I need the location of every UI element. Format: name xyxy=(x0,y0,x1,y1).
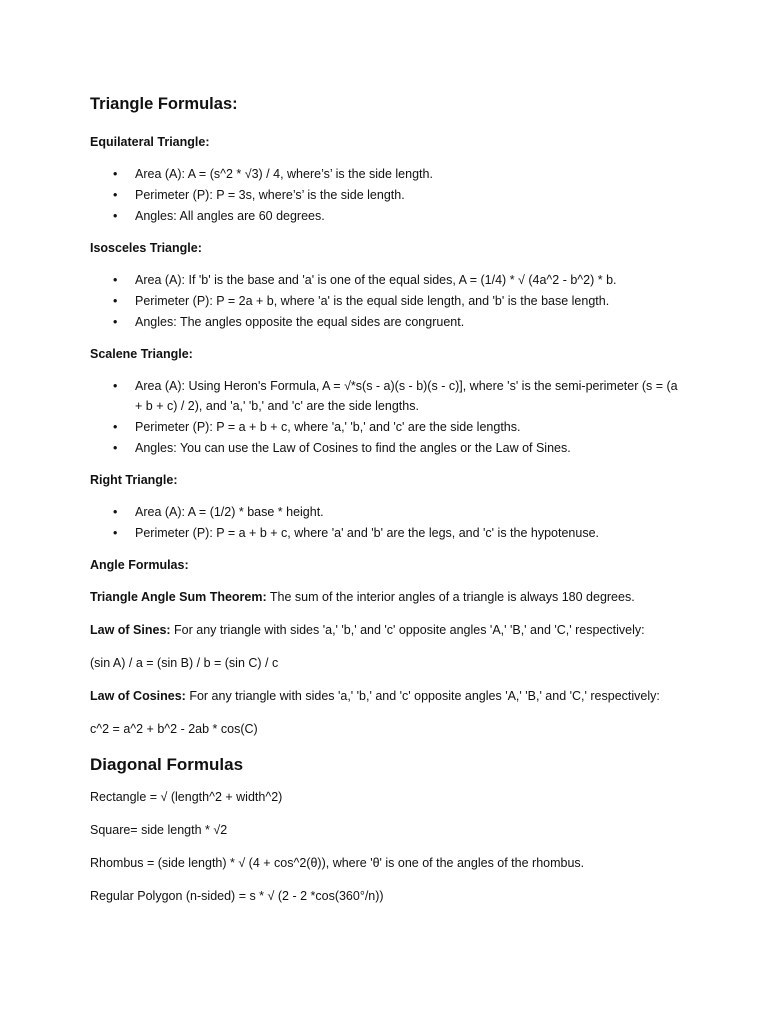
law-of-cosines-label: Law of Cosines: xyxy=(90,689,186,703)
list-item xyxy=(113,185,678,205)
regular-polygon-formula: Regular Polygon (n-sided) = s * √ (2 - 2 *cos(360°/n)) xyxy=(90,889,384,903)
law-of-cosines-paragraph xyxy=(90,686,678,706)
angle-sum-label: Triangle Angle Sum Theorem: xyxy=(90,590,267,604)
isosceles-heading: Isosceles Triangle: xyxy=(90,241,202,255)
list-item xyxy=(113,523,678,543)
bullet-icon: • xyxy=(113,294,118,308)
isosceles-list xyxy=(90,270,678,332)
list-item xyxy=(113,502,678,522)
square-formula: Square= side length * √2 xyxy=(90,823,228,837)
list-item-text: Area (A): A = (s^2 * √3) / 4, where’s’ is the side length. xyxy=(135,167,433,181)
bullet-icon: • xyxy=(113,209,118,223)
list-item xyxy=(113,291,678,311)
law-of-cosines-text: For any triangle with sides 'a,' 'b,' and 'c' opposite angles 'A,' 'B,' and 'C,' respectively: xyxy=(185,689,660,703)
law-of-sines-text: For any triangle with sides 'a,' 'b,' and 'c' opposite angles 'A,' 'B,' and 'C,' respectively: xyxy=(170,623,645,637)
list-item-text: Area (A): If 'b' is the base and 'a' is one of the equal sides, A = (1/4) * √ (4a^2 - b^2) * b. xyxy=(135,273,617,287)
list-item xyxy=(113,417,678,437)
list-item-text: Perimeter (P): P = a + b + c, where 'a' and 'b' are the legs, and 'c' is the hypotenuse. xyxy=(135,526,600,540)
list-item-text: Angles: The angles opposite the equal sides are congruent. xyxy=(135,315,465,329)
bullet-icon: • xyxy=(113,420,118,434)
list-item xyxy=(113,270,678,290)
list-item-text: Perimeter (P): P = 3s, where’s’ is the side length. xyxy=(135,188,405,202)
list-item-text: Angles: All angles are 60 degrees. xyxy=(135,209,325,223)
equilateral-heading: Equilateral Triangle: xyxy=(90,135,210,149)
law-of-sines-paragraph xyxy=(90,620,678,640)
list-item-text: Area (A): A = (1/2) * base * height. xyxy=(135,505,324,519)
diagonal-formulas-heading: Diagonal Formulas xyxy=(90,755,244,774)
list-item xyxy=(113,438,678,458)
equilateral-list xyxy=(90,164,678,226)
angle-sum-text: The sum of the interior angles of a triangle is always 180 degrees. xyxy=(266,590,635,604)
right-triangle-list xyxy=(90,502,678,543)
bullet-icon: • xyxy=(113,273,118,287)
list-item-text: Area (A): Using Heron's Formula, A = √*s(s - a)(s - b)(s - c)], where 's' is the semi-perimeter (s = (a + b + c) / 2), and 'a,' 'b,' and 'c' are the side lengths. xyxy=(135,379,678,413)
list-item-text: Perimeter (P): P = a + b + c, where 'a,' 'b,' and 'c' are the side lengths. xyxy=(135,420,521,434)
rectangle-formula: Rectangle = √ (length^2 + width^2) xyxy=(90,790,283,804)
list-item xyxy=(113,376,678,416)
bullet-icon: • xyxy=(113,188,118,202)
bullet-icon: • xyxy=(113,526,118,540)
rhombus-formula: Rhombus = (side length) * √ (4 + cos^2(θ)), where 'θ' is one of the angles of the rhombus. xyxy=(90,856,585,870)
bullet-icon: • xyxy=(113,379,118,393)
bullet-icon: • xyxy=(113,315,118,329)
bullet-icon: • xyxy=(113,167,118,181)
list-item xyxy=(113,206,678,226)
law-of-sines-formula: (sin A) / a = (sin B) / b = (sin C) / c xyxy=(90,656,279,670)
bullet-icon: • xyxy=(113,505,118,519)
list-item xyxy=(113,164,678,184)
list-item xyxy=(113,312,678,332)
right-triangle-heading: Right Triangle: xyxy=(90,473,178,487)
list-item-text: Angles: You can use the Law of Cosines to find the angles or the Law of Sines. xyxy=(135,441,571,455)
angle-sum-paragraph xyxy=(90,587,678,607)
page-title: Triangle Formulas: xyxy=(90,95,238,113)
list-item-text: Perimeter (P): P = 2a + b, where 'a' is the equal side length, and 'b' is the base length. xyxy=(135,294,610,308)
law-of-cosines-formula: c^2 = a^2 + b^2 - 2ab * cos(C) xyxy=(90,722,258,736)
scalene-list xyxy=(90,376,678,458)
bullet-icon: • xyxy=(113,441,118,455)
scalene-heading: Scalene Triangle: xyxy=(90,347,193,361)
angle-formulas-heading: Angle Formulas: xyxy=(90,558,189,572)
law-of-sines-label: Law of Sines: xyxy=(90,623,171,637)
